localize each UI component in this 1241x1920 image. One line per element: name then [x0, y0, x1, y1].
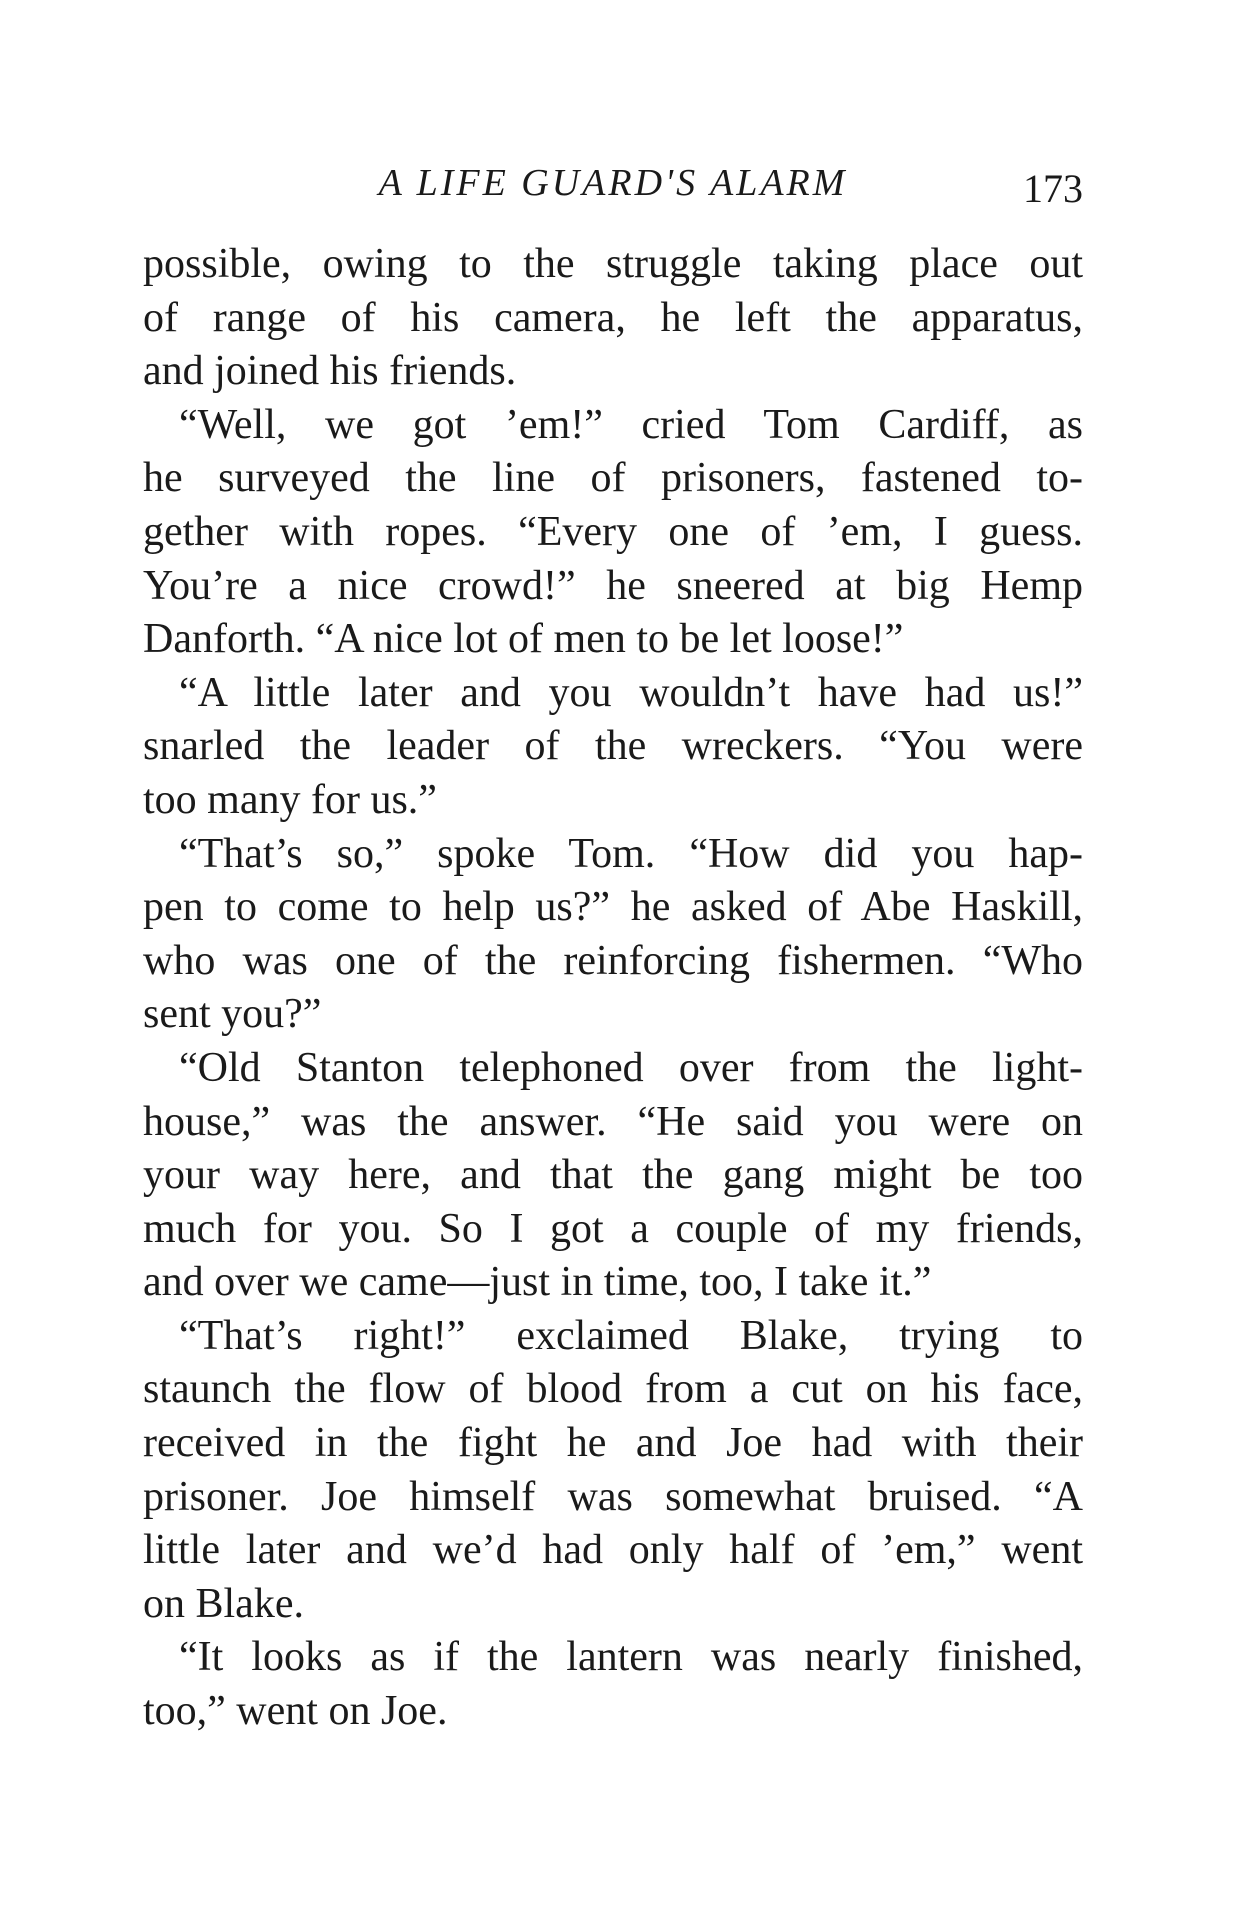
text-line: “That’s right!” exclaimed Blake, trying to	[179, 1312, 1083, 1359]
text-line: little later and we’d had only half of ’em,” went	[143, 1527, 1083, 1574]
text-line: You’re a nice crowd!” he sneered at big Hemp	[143, 562, 1083, 609]
text-line: he surveyed the line of prisoners, fastened to-	[143, 455, 1083, 502]
page-number: 173	[1023, 166, 1083, 211]
text-line: on Blake.	[143, 1580, 304, 1627]
text-line: “That’s so,” spoke Tom. “How did you hap-	[179, 830, 1083, 877]
text-line: much for you. So I got a couple of my friends,	[143, 1205, 1083, 1252]
text-line: sent you?”	[143, 991, 322, 1038]
body-text	[143, 238, 1083, 1739]
text-line: house,” was the answer. “He said you were on	[143, 1098, 1083, 1145]
text-line: snarled the leader of the wreckers. “You were	[143, 723, 1083, 770]
running-head	[143, 158, 1083, 211]
text-line: possible, owing to the struggle taking place out	[143, 241, 1083, 287]
text-line: too many for us.”	[143, 776, 437, 823]
text-line: too,” went on Joe.	[143, 1688, 448, 1735]
text-line: Danforth. “A nice lot of men to be let loose!”	[143, 616, 904, 663]
running-title: A LIFE GUARD'S ALARM	[378, 162, 848, 204]
text-line: prisoner. Joe himself was somewhat bruised. “A	[143, 1473, 1083, 1520]
text-line: who was one of the reinforcing fishermen. “Who	[143, 937, 1083, 984]
text-line: received in the fight he and Joe had with their	[143, 1420, 1083, 1467]
text-line: “Well, we got ’em!” cried Tom Cardiff, as	[179, 401, 1083, 448]
text-line: your way here, and that the gang might be too	[143, 1152, 1083, 1199]
text-line: “It looks as if the lantern was nearly finished,	[179, 1634, 1083, 1681]
text-line: “Old Stanton telephoned over from the light-	[179, 1044, 1083, 1091]
text-line: gether with ropes. “Every one of ’em, I guess.	[143, 508, 1083, 555]
text-line: of range of his camera, he left the apparatus,	[143, 294, 1083, 341]
text-line: staunch the flow of blood from a cut on his face,	[143, 1366, 1083, 1413]
text-line: pen to come to help us?” he asked of Abe Haskill,	[143, 884, 1083, 931]
text-line: “A little later and you wouldn’t have had us!”	[179, 669, 1083, 716]
text-line: and joined his friends.	[143, 348, 517, 395]
text-line: and over we came—just in time, too, I take it.”	[143, 1259, 932, 1306]
